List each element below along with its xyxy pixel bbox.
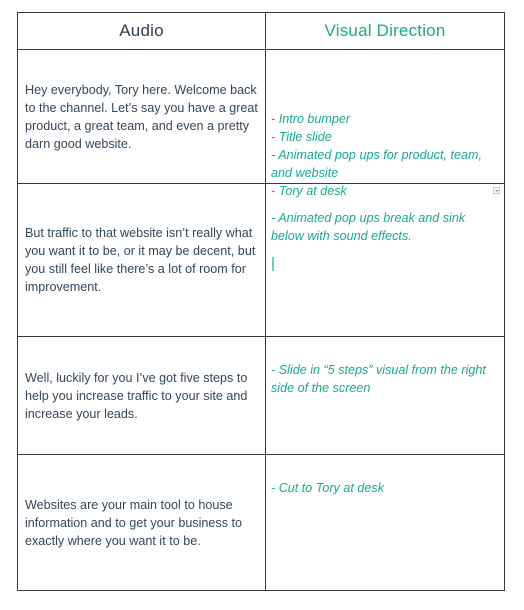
audio-text-4: Websites are your main tool to house information and to get your business to exactly where you want it to be.	[25, 497, 243, 548]
header-audio[interactable]	[18, 13, 266, 50]
visual-item: - Slide in “5 steps” visual from the right side of the screen	[271, 363, 486, 395]
header-audio-label: Audio	[119, 21, 164, 40]
cell-menu-icon[interactable]	[493, 187, 500, 194]
text-cursor: |	[271, 255, 275, 272]
visual-item: - Cut to Tory at desk	[271, 481, 384, 495]
visual-list-4	[271, 479, 384, 497]
audio-cell-3[interactable]	[18, 337, 266, 455]
audio-text-2: But traffic to that website isn’t really what you want it to be, or it may be decent, but you still feel like there’s a lot of room for improvement.	[25, 226, 256, 294]
header-visual-direction[interactable]	[266, 13, 504, 50]
visual-cell-1[interactable]	[266, 50, 504, 198]
script-table	[17, 12, 505, 591]
header-visual-label: Visual Direction	[324, 21, 446, 40]
audio-cell-4[interactable]	[18, 455, 266, 590]
visual-list-3	[271, 361, 498, 397]
visual-item: - Title slide	[271, 130, 332, 144]
visual-list-2	[271, 209, 498, 245]
visual-cell-3[interactable]	[266, 337, 504, 455]
visual-item: - Intro bumper	[271, 112, 351, 126]
audio-cell-2[interactable]	[18, 184, 266, 337]
visual-cell-4[interactable]	[266, 455, 504, 590]
visual-cell-2-content	[271, 184, 498, 273]
visual-cell-2[interactable]	[266, 184, 504, 337]
audio-text-3: Well, luckily for you I’ve got five steps to help you increase traffic to your site and increase your leads.	[25, 370, 248, 421]
audio-text-1: Hey everybody, Tory here. Welcome back to the channel. Let’s say you have a great product, a great team, and even a pretty darn good website.	[25, 82, 258, 151]
visual-item: - Animated pop ups for product, team, and website	[271, 148, 482, 180]
visual-item: - Tory at desk	[271, 184, 347, 198]
audio-cell-1[interactable]	[18, 50, 266, 184]
visual-item: - Animated pop ups break and sink below with sound effects.	[271, 211, 466, 243]
